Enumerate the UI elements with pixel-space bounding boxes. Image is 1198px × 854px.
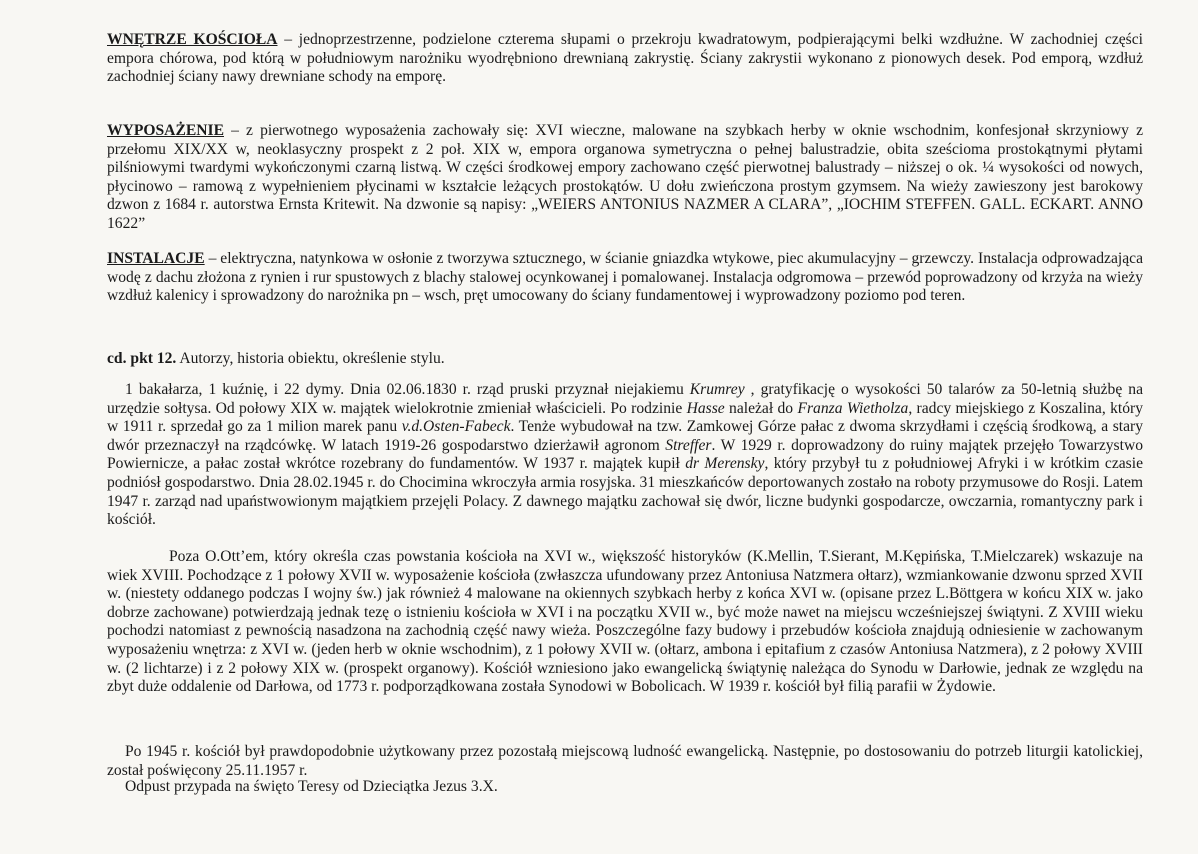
text-instalacje: – elektryczna, natynkowa w osłonie z tworzywa sztucznego, w ścianie gniazdka wtykowe, piec akumulacyjny – grzewczy. Instalacja odprowadzająca wodę z dachu złożona z rynien i rur spustowych z blachy stalowej ocynkowanej i pomalowanej. Instalacja odgromowa – przewód poprowadzony od krzyża na wieży wzdłuż kalenicy i sprowadzony do narożnika pn – wsch, pręt umocowany do ściany fundamentowej i wyprowadzony poziomo pod teren. — [107, 250, 1143, 305]
p1-b: , gratyfikację o wysokości 50 talarów za 50-letnią służbę na urzędzie sołtysa. Od połowy XIX w. majątek wielokrotnie zmieniał właścicieli. Po rodzinie — [107, 381, 1143, 417]
paragraph-church-dating: Poza O.Ott’em, który określa czas powstania kościoła na XVI w., większość historyków (K.Mellin, T.Sierant, M.Kępińska, T.Mielczarek) wskazuje na wiek XVIII. Pochodzące z 1 połowy XVII w. wyposażenie kościoła (zwłaszcza ufundowany przez Antoniusa Natzmera ołtarz), wzmiankowanie dzwonu sprzed XVII w. (niestety oddanego podczas I wojny św.) jak również 4 malowane na okiennych szybkach herby z końca XVI w. (opisane przez L.Böttgera w końcu XIX w. jako dobrze zachowane) potwierdzają jednak tezę o istnieniu kościoła w XVI i na początku XVII w., być może nawet na miejscu wcześniejszej świątyni. Z XVIII wieku pochodzi natomiast z pewnością nasadzona na zachodnią część nawy wieża. Poszczególne fazy budowy i przebudów kościoła znajdują odniesienie w zachowanym wyposażeniu wnętrza: z XVI w. (jeden herb w oknie wschodnim), z 1 połowy XVII w. (ołtarz, ambona i epitafium z czasów Antoniusa Natzmera), z 2 połowy XVIII w. (2 lichtarze) i z 2 połowy XIX w. (prospekt organowy). Kościół wzniesiono jako ewangelicką świątynię należąca do Synodu w Darłowie, jednak ze względu na zbyt duże oddalenie od Darłowa, od 1773 r. podporządkowana została Synodowi w Bobolicach. W 1939 r. kościół był filią parafii w Żydowie. — [107, 548, 1143, 696]
heading-instalacje: INSTALACJE — [107, 250, 205, 267]
p1-krumrey: Krumrey — [689, 381, 745, 398]
p1-d: , radcy miejskiego z Koszalina, który w 1911 r. sprzedał go za 1 milion marek panu — [107, 399, 1143, 436]
paragraph-history-estate — [107, 381, 1143, 530]
p1-a: 1 bakałarza, 1 kuźnię, i 22 dymy. Dnia 02.06.1830 r. rząd pruski przyznał niejakiemu — [125, 381, 690, 398]
p1-f: . W 1929 r. doprowadzony do ruiny majątek przejęło Towarzystwo Powiernicze, a pałac został wkrótce rozebrany do fundamentów. W 1937 r. majątek kupił — [107, 436, 1144, 473]
p1-g: , który przybył tu z południowej Afryki i w krótkim czasie podniósł gospodarstwo. Dnia 28.02.1945 r. do Chocimina wkroczyła armia rosyjska. 31 mieszkańców deportowanych zostało na roboty przymusowe do Rosji. Latem 1947 r. zarząd nad upaństwowionym majątkiem przejęli Polacy. Z dawnego majątku zachował się dwór, liczne budynki gospodarcze, owczarnia, romantyczny park i kościół. — [107, 455, 1144, 529]
paragraph-odpust: Odpust przypada na święto Teresy od Dzieciątka Jezus 3.X. — [125, 778, 498, 795]
text-wnetrze: – jednoprzestrzenne, podzielone czterema słupami o przekroju kwadratowym, podpierającymi belki wzdłużne. W zachodniej części empora chórowa, pod którą w południowym narożniku wyodrębniono drewnianą zakrystię. Ściany zakrystii wykonano z pionowych desek. Pod emporą, wzdłuż zachodniej ściany nawy drewniane schody na emporę. — [107, 31, 1144, 86]
section-instalacje — [107, 250, 1143, 306]
section-wyposazenie — [107, 122, 1143, 234]
p1-streffer: Streffer — [665, 436, 712, 454]
p1-hasse: Hasse — [686, 399, 725, 417]
p1-wietholz: Franza Wietholza — [797, 399, 909, 417]
cd-text: Autorzy, historia obiektu, określenie stylu. — [176, 350, 445, 367]
cd-label: cd. pkt 12. — [107, 350, 177, 367]
p1-merensky: dr Merensky — [685, 455, 765, 473]
text-wyposazenie: – z pierwotnego wyposażenia zachowały się: XVI wieczne, malowane na szybkach herby w oknie wschodnim, konfesjonał skrzyniowy z przełomu XIX/XX w, neoklasyczny prospekt z 2 poł. XIX w, empora organowa symetryczna o pełnej balustradzie, obita sześcioma prostokątnymi płytami pilśniowymi twardymi wykończonymi czarną listwą. W części środkowej empory zachowano część pierwotnej balustrady – niższej o ok. ¼ wysokości od nowych, płycinowo – ramową z wypełnieniem płycinami w kształcie leżących prostokątów. U dołu zwieńczona prostym gzymsem. Na wieży zawieszony jest barokowy dzwon z 1684 r. autorstwa Ernsta Kritewit. Na dzwonie są napisy: „WEIERS ANTONIUS NAZMER A CLARA”, „IOCHIM STEFFEN. GALL. ECKART. ANNO 1622” — [107, 122, 1143, 232]
heading-wyposazenie: WYPOSAŻENIE — [107, 122, 224, 139]
heading-wnetrze: WNĘTRZE KOŚCIOŁA — [107, 31, 278, 48]
section-wnetrze — [107, 31, 1143, 87]
p1-osten: v.d.Osten-Fabeck — [401, 418, 511, 436]
p1-c: należał do — [724, 399, 798, 417]
cd-line — [107, 350, 1143, 369]
paragraph-after-1945: Po 1945 r. kościół był prawdopodobnie użytkowany przez pozostałą miejscową ludność ewangelicką. Następnie, po dostosowaniu do potrzeb liturgii katolickiej, został poświęcony 25.11.1957 r. — [107, 743, 1143, 779]
p1-e: . Tenże wybudował na tzw. Zamkowej Górze pałac z dwoma skrzydłami i częścią środkową, a stary dwór przeznaczył na rządcówkę. W latach 1919-26 gospodarstwo dzierżawił agronom — [107, 418, 1144, 454]
